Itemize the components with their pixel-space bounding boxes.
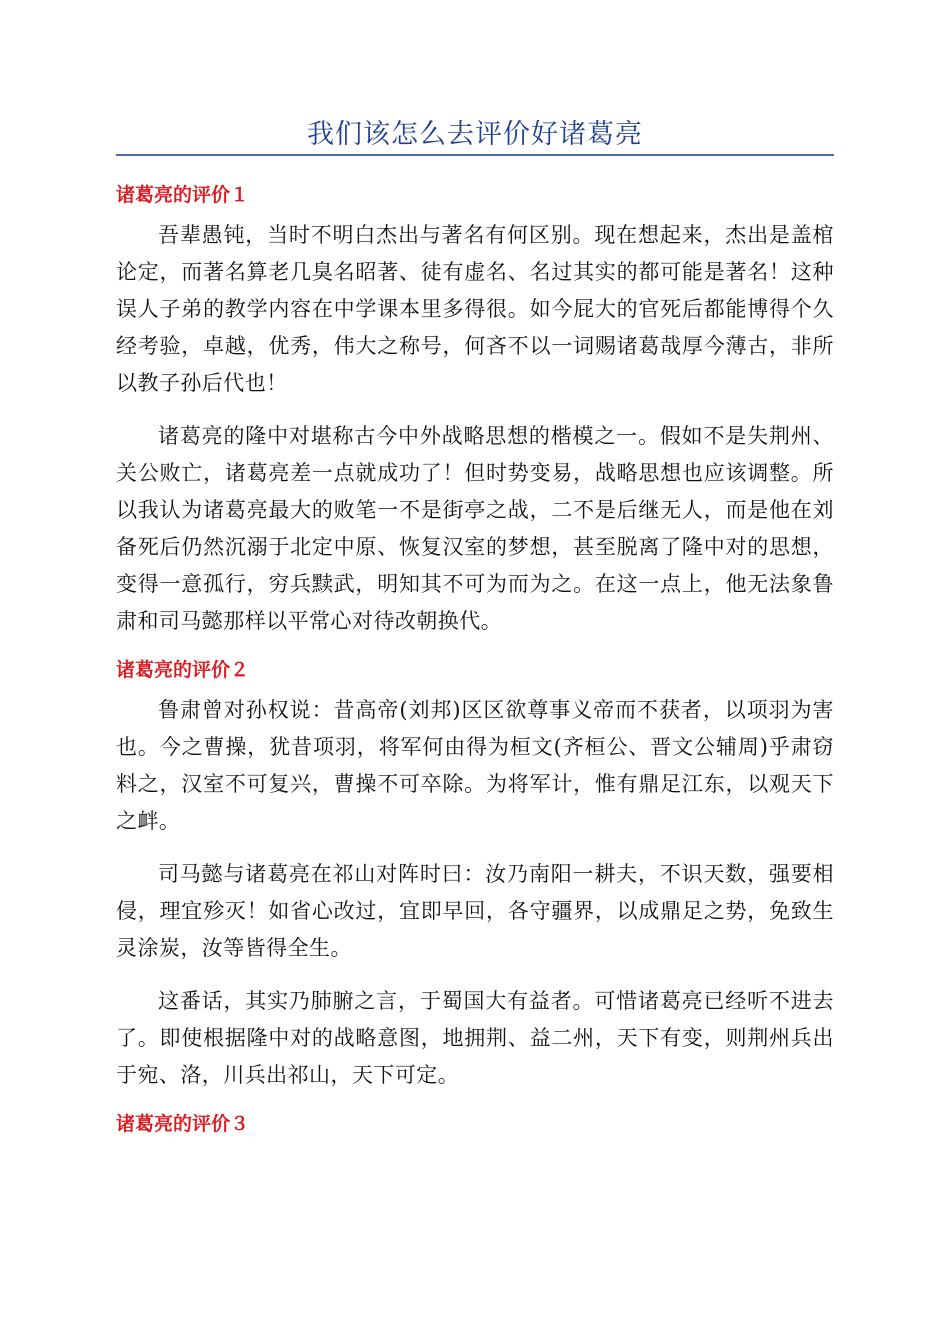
document-page bbox=[116, 0, 834, 1137]
section-1-paragraph-2: 诸葛亮的隆中对堪称古今中外战略思想的楷模之一。假如不是失荆州、关公败亡，诸葛亮差一点就成功了！但时势变易，战略思想也应该调整。所以我认为诸葛亮最大的败笔一不是街亭之战，二不是后继无人，而是他在刘备死后仍然沉溺于北定中原、恢复汉室的梦想，甚至脱离了隆中对的思想，变得一意孤行，穷兵黩武，明知其不可为而为之。在这一点上，他无法象鲁肃和司马懿那样以平常心对待改朝换代。 bbox=[116, 424, 834, 633]
document-title: 我们该怎么去评价好诸葛亮 bbox=[307, 119, 643, 150]
section-heading-2: 诸葛亮的评价２ bbox=[116, 659, 250, 681]
section-heading-3: 诸葛亮的评价３ bbox=[116, 1113, 250, 1135]
section-2-paragraph-3: 这番话，其实乃肺腑之言，于蜀国大有益者。可惜诸葛亮已经听不进去了。即使根据隆中对的战略意图，地拥荆、益二州，天下有变，则荆州兵出于宛、洛，川兵出祁山，天下可定。 bbox=[116, 989, 834, 1087]
title-underline-rule bbox=[116, 154, 834, 156]
section-2-paragraph-2: 司马懿与诸葛亮在祁山对阵时曰：汝乃南阳一耕夫，不识天数，强要相侵，理宜殄灭！如省心改过，宜即早回，各守疆界，以成鼎足之势，免致生灵涂炭，汝等皆得全生。 bbox=[116, 862, 834, 960]
section-heading-1: 诸葛亮的评价１ bbox=[116, 184, 250, 206]
section-2-paragraph-1: 鲁肃曾对孙权说：昔高帝(刘邦)区区欲尊事义帝而不获者，以项羽为害也。今之曹操，犹昔项羽，将军何由得为桓文(齐桓公、晋文公辅周)乎肃窃料之，汉室不可复兴，曹操不可卒除。为将军计，惟有鼎足江东，以观天下之衅。 bbox=[116, 698, 834, 833]
section-1-paragraph-1: 吾辈愚钝，当时不明白杰出与著名有何区别。现在想起来，杰出是盖棺论定，而著名算老几臭名昭著、徒有虚名、名过其实的都可能是著名！这种误人子弟的教学内容在中学课本里多得很。如今屁大的官死后都能博得个久经考验，卓越，优秀，伟大之称号，何吝不以一词赐诸葛哉厚今薄古，非所以教子孙后代也！ bbox=[116, 223, 834, 395]
